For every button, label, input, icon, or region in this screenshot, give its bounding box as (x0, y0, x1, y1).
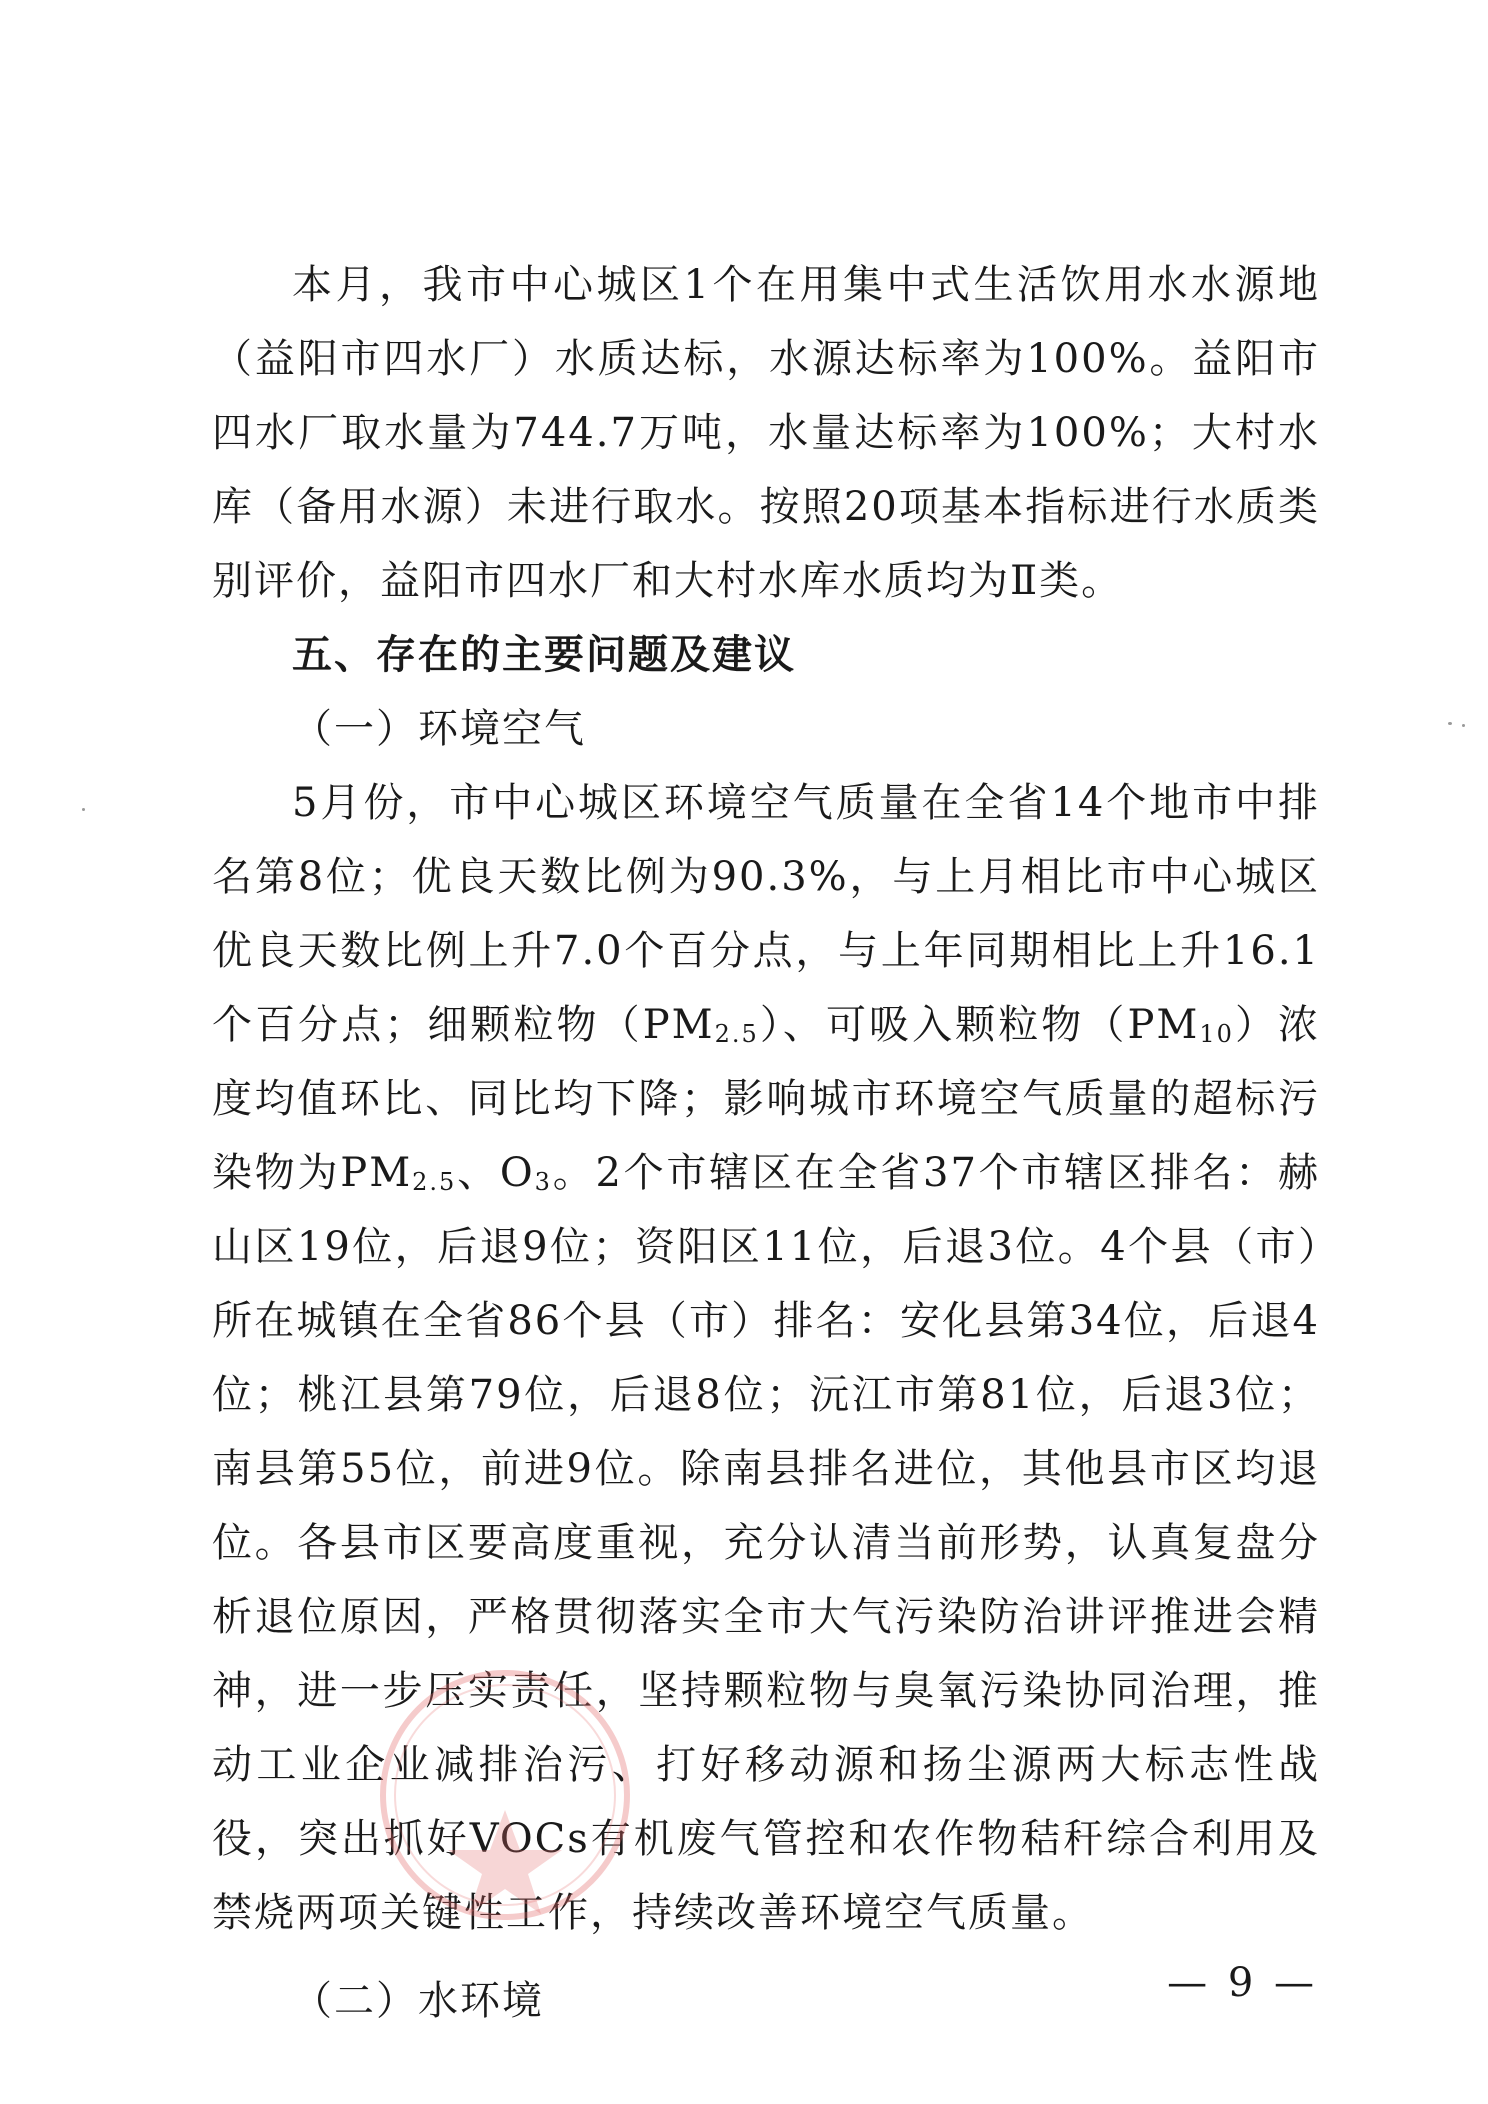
air-text-part2: ）、可吸入颗粒物（PM (758, 1002, 1200, 1048)
paragraph-water-source: 本月，我市中心城区1个在用集中式生活饮用水水源地（益阳市四水厂）水质达标，水源达标率为100%。益阳市四水厂取水量为744.7万吨，水量达标率为100%；大村水库（备用水源）未进行取水。按照20项基本指标进行水质类别评价，益阳市四水厂和大村水库水质均为Ⅱ类。 (212, 262, 1320, 604)
air-text-part4: 、O (456, 1150, 535, 1196)
scan-speck (1448, 722, 1452, 725)
subscript-pm25-second: 2.5 (412, 1168, 457, 1196)
official-seal-stamp (370, 1660, 640, 1930)
scan-speck (82, 808, 85, 811)
subscript-pm10: 10 (1199, 1020, 1234, 1048)
air-text-part1: 5月份，市中心城区环境空气质量在全省14个地市中排名第8位；优良天数比例为90.3%，与上月相比市中心城区优良天数比例上升7.0个百分点，与上年同期相比上升16.1个百分点；细颗粒物（PM (212, 780, 1320, 1048)
air-text-part5: 。2个市辖区在全省37个市辖区排名：赫山区19位，后退9位；资阳区11位，后退3位。4个县（市）所在城镇在全省86个县（市）排名：安化县第34位，后退4位；桃江县第79位，后退8位；沅江市第81位，后退3位；南县第55位，前进9位。除南县排名进位，其他县市区均退位。各县市区要高度重视，充分认清当前形势，认真复盘分析退位原因，严格贯彻落实全市大气污染防治讲评推进会精神，进一步压实责任，坚持颗粒物与臭氧污染协同治理，推动工业企业减排治污、打好移动源和扬尘源两大标志性战役，突出抓好VOCs有机废气管控和农作物秸秆综合利用及禁烧两项关键性工作，持续改善环境空气质量。 (212, 1150, 1320, 1936)
scan-speck (1462, 724, 1465, 727)
page-number: — 9 — (1167, 1960, 1318, 2006)
subsection-heading-water: （二）水环境 (292, 1978, 544, 2024)
air-text-part3: ）浓度均值环比、同比均下降；影响城市环境空气质量的超标污染物为PM (212, 1002, 1321, 1196)
subsection-heading-air: （一）环境空气 (292, 706, 586, 752)
section-heading: 五、存在的主要问题及建议 (292, 632, 796, 678)
subscript-pm25: 2.5 (714, 1020, 759, 1048)
subscript-o3: 3 (534, 1168, 552, 1196)
